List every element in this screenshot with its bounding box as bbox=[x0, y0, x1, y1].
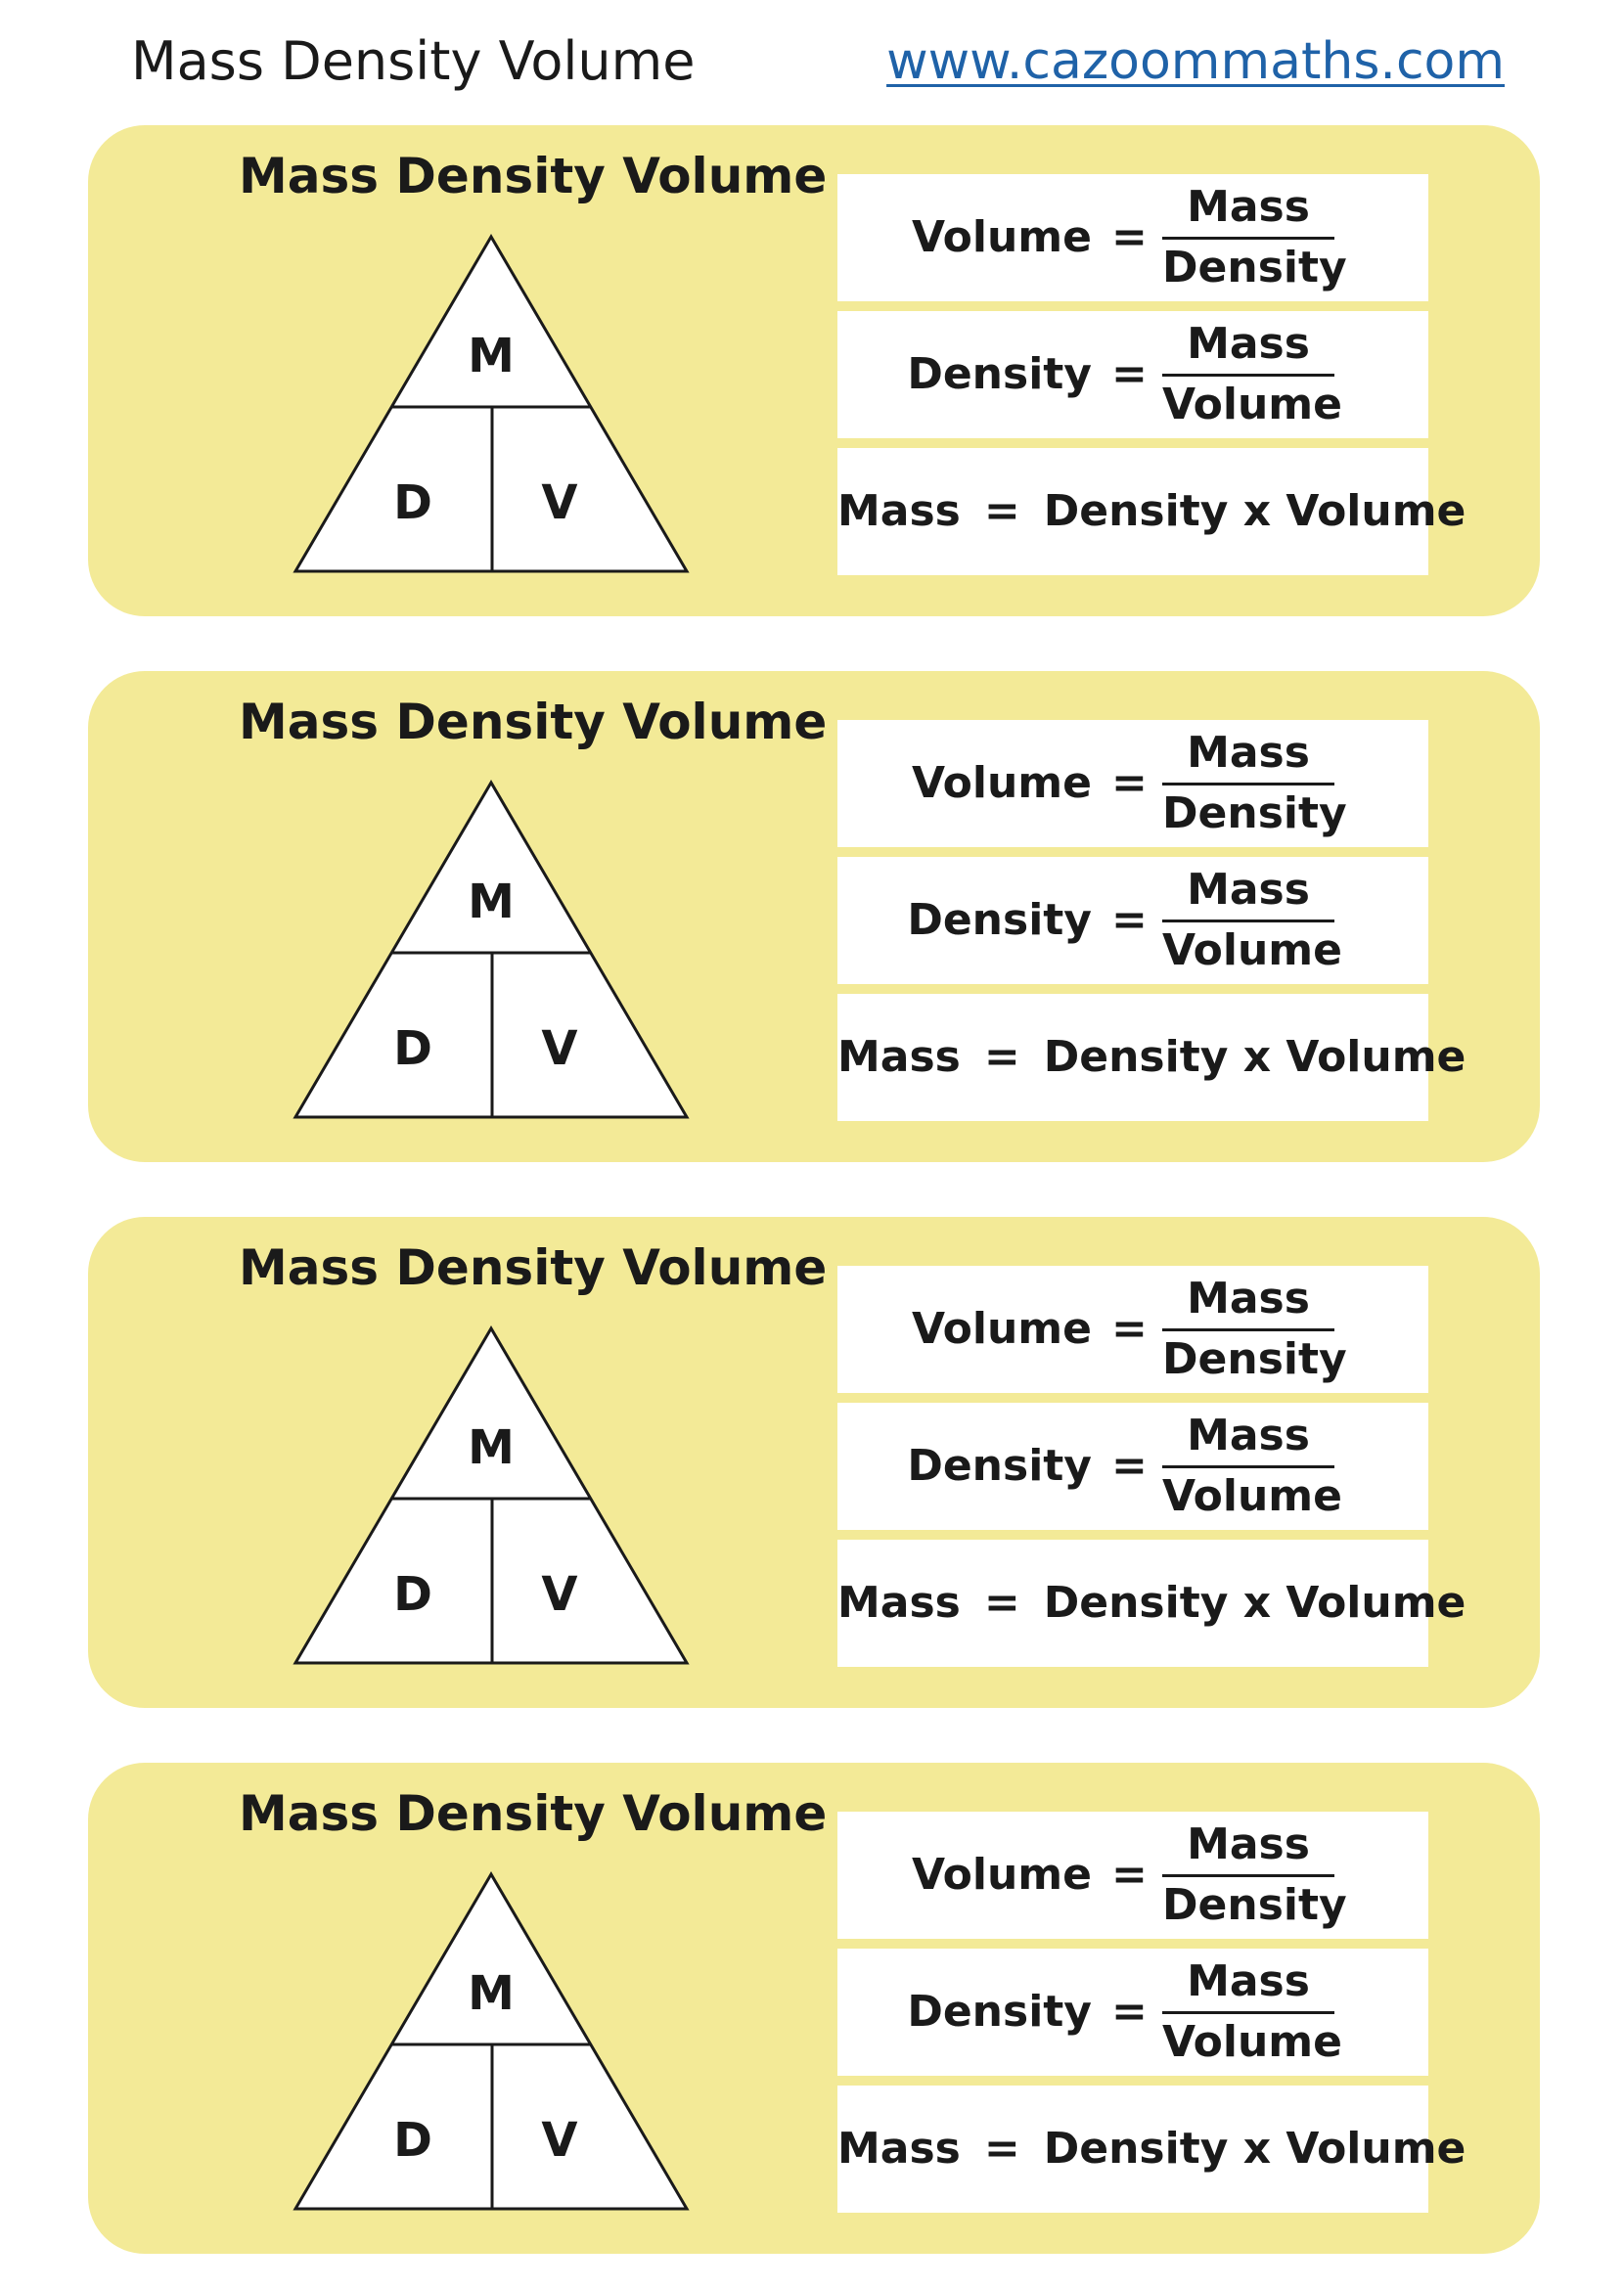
fraction-bar bbox=[1162, 2011, 1334, 2014]
fraction bbox=[1162, 1270, 1347, 1389]
formula-lhs: Mass bbox=[837, 1578, 961, 1628]
fraction-numerator: Mass bbox=[1187, 1956, 1310, 2006]
formula-lhs: Density bbox=[907, 1441, 1092, 1491]
fraction-numerator: Mass bbox=[1187, 865, 1310, 915]
mass-formula bbox=[837, 1029, 1466, 1086]
volume-formula-box bbox=[837, 1812, 1428, 1939]
triangle-label-volume: V bbox=[541, 475, 578, 530]
triangle-label-mass: M bbox=[468, 1420, 515, 1475]
formula-lhs: Volume bbox=[912, 1850, 1092, 1900]
mass-formula-box bbox=[837, 1540, 1466, 1667]
formula-lhs: Volume bbox=[912, 758, 1092, 808]
fraction bbox=[1162, 1407, 1342, 1526]
card-title: Mass Density Volume bbox=[239, 148, 828, 204]
fraction-numerator: Mass bbox=[1187, 1819, 1310, 1869]
triangle-label-density: D bbox=[393, 2113, 432, 2168]
equals-sign: = bbox=[1111, 895, 1148, 945]
website-link[interactable]: www.cazoommaths.com bbox=[886, 32, 1505, 91]
triangle-label-mass: M bbox=[468, 329, 515, 383]
equals-sign: = bbox=[1111, 1441, 1148, 1491]
triangle-label-volume: V bbox=[541, 2113, 578, 2168]
mass-formula-box bbox=[837, 448, 1466, 575]
fraction-denominator: Volume bbox=[1162, 925, 1342, 975]
fraction bbox=[1162, 1816, 1347, 1935]
card-title: Mass Density Volume bbox=[239, 1239, 828, 1296]
fraction-numerator: Mass bbox=[1187, 728, 1310, 778]
page-title: Mass Density Volume bbox=[131, 30, 696, 92]
triangle-label-volume: V bbox=[541, 1567, 578, 1622]
formula-triangle bbox=[293, 1326, 689, 1669]
formula-lhs: Density bbox=[907, 895, 1092, 945]
formula-triangle bbox=[293, 1872, 689, 2215]
equals-sign: = bbox=[1111, 758, 1148, 808]
equals-sign: = bbox=[1111, 1987, 1148, 2037]
mass-formula bbox=[837, 483, 1466, 540]
fraction bbox=[1162, 861, 1342, 980]
card-title: Mass Density Volume bbox=[239, 694, 828, 750]
fraction-denominator: Density bbox=[1162, 1334, 1347, 1384]
equals-sign: = bbox=[983, 1032, 1020, 1082]
fraction bbox=[1162, 315, 1342, 434]
fraction bbox=[1162, 178, 1347, 297]
formula-card bbox=[88, 1763, 1540, 2254]
density-formula-box bbox=[837, 311, 1428, 438]
mass-formula bbox=[837, 1575, 1466, 1632]
fraction-bar bbox=[1162, 1328, 1334, 1331]
triangle-label-mass: M bbox=[468, 1966, 515, 2021]
equals-sign: = bbox=[983, 1578, 1020, 1628]
fraction-denominator: Volume bbox=[1162, 1471, 1342, 1521]
triangle-label-mass: M bbox=[468, 875, 515, 929]
fraction bbox=[1162, 724, 1347, 843]
mass-formula-box bbox=[837, 2086, 1466, 2213]
fraction-bar bbox=[1162, 1465, 1334, 1468]
fraction-denominator: Volume bbox=[1162, 2017, 1342, 2067]
fraction-numerator: Mass bbox=[1187, 319, 1310, 369]
fraction-numerator: Mass bbox=[1187, 182, 1310, 232]
triangle-label-volume: V bbox=[541, 1021, 578, 1076]
fraction-bar bbox=[1162, 1874, 1334, 1877]
fraction-numerator: Mass bbox=[1187, 1411, 1310, 1460]
fraction bbox=[1162, 1952, 1342, 2072]
mass-formula-box bbox=[837, 994, 1466, 1121]
formula-lhs: Density bbox=[907, 1987, 1092, 2037]
formula-rhs: Density x Volume bbox=[1043, 1578, 1466, 1628]
volume-formula-box bbox=[837, 174, 1428, 301]
equals-sign: = bbox=[1111, 1304, 1148, 1354]
formula-rhs: Density x Volume bbox=[1043, 486, 1466, 536]
fraction-bar bbox=[1162, 374, 1334, 377]
fraction-bar bbox=[1162, 237, 1334, 240]
formula-triangle bbox=[293, 235, 689, 577]
formula-lhs: Mass bbox=[837, 1032, 961, 1082]
triangle-label-density: D bbox=[393, 1567, 432, 1622]
volume-formula-box bbox=[837, 1266, 1428, 1393]
equals-sign: = bbox=[983, 2124, 1020, 2174]
fraction-denominator: Density bbox=[1162, 243, 1347, 292]
fraction-bar bbox=[1162, 783, 1334, 785]
formula-lhs: Mass bbox=[837, 2124, 961, 2174]
formula-lhs: Volume bbox=[912, 1304, 1092, 1354]
density-formula-box bbox=[837, 1403, 1428, 1530]
formula-card bbox=[88, 1217, 1540, 1708]
fraction-denominator: Density bbox=[1162, 1880, 1347, 1930]
equals-sign: = bbox=[983, 486, 1020, 536]
formula-lhs: Volume bbox=[912, 212, 1092, 262]
mass-formula bbox=[837, 2121, 1466, 2177]
formula-triangle bbox=[293, 781, 689, 1123]
fraction-denominator: Volume bbox=[1162, 380, 1342, 429]
equals-sign: = bbox=[1111, 349, 1148, 399]
density-formula-box bbox=[837, 1949, 1428, 2076]
fraction-bar bbox=[1162, 920, 1334, 922]
formula-rhs: Density x Volume bbox=[1043, 1032, 1466, 1082]
triangle-label-density: D bbox=[393, 1021, 432, 1076]
card-title: Mass Density Volume bbox=[239, 1785, 828, 1842]
formula-card bbox=[88, 671, 1540, 1162]
formula-card bbox=[88, 125, 1540, 616]
density-formula-box bbox=[837, 857, 1428, 984]
equals-sign: = bbox=[1111, 212, 1148, 262]
volume-formula-box bbox=[837, 720, 1428, 847]
formula-rhs: Density x Volume bbox=[1043, 2124, 1466, 2174]
formula-lhs: Mass bbox=[837, 486, 961, 536]
equals-sign: = bbox=[1111, 1850, 1148, 1900]
triangle-label-density: D bbox=[393, 475, 432, 530]
fraction-numerator: Mass bbox=[1187, 1274, 1310, 1324]
formula-lhs: Density bbox=[907, 349, 1092, 399]
fraction-denominator: Density bbox=[1162, 788, 1347, 838]
